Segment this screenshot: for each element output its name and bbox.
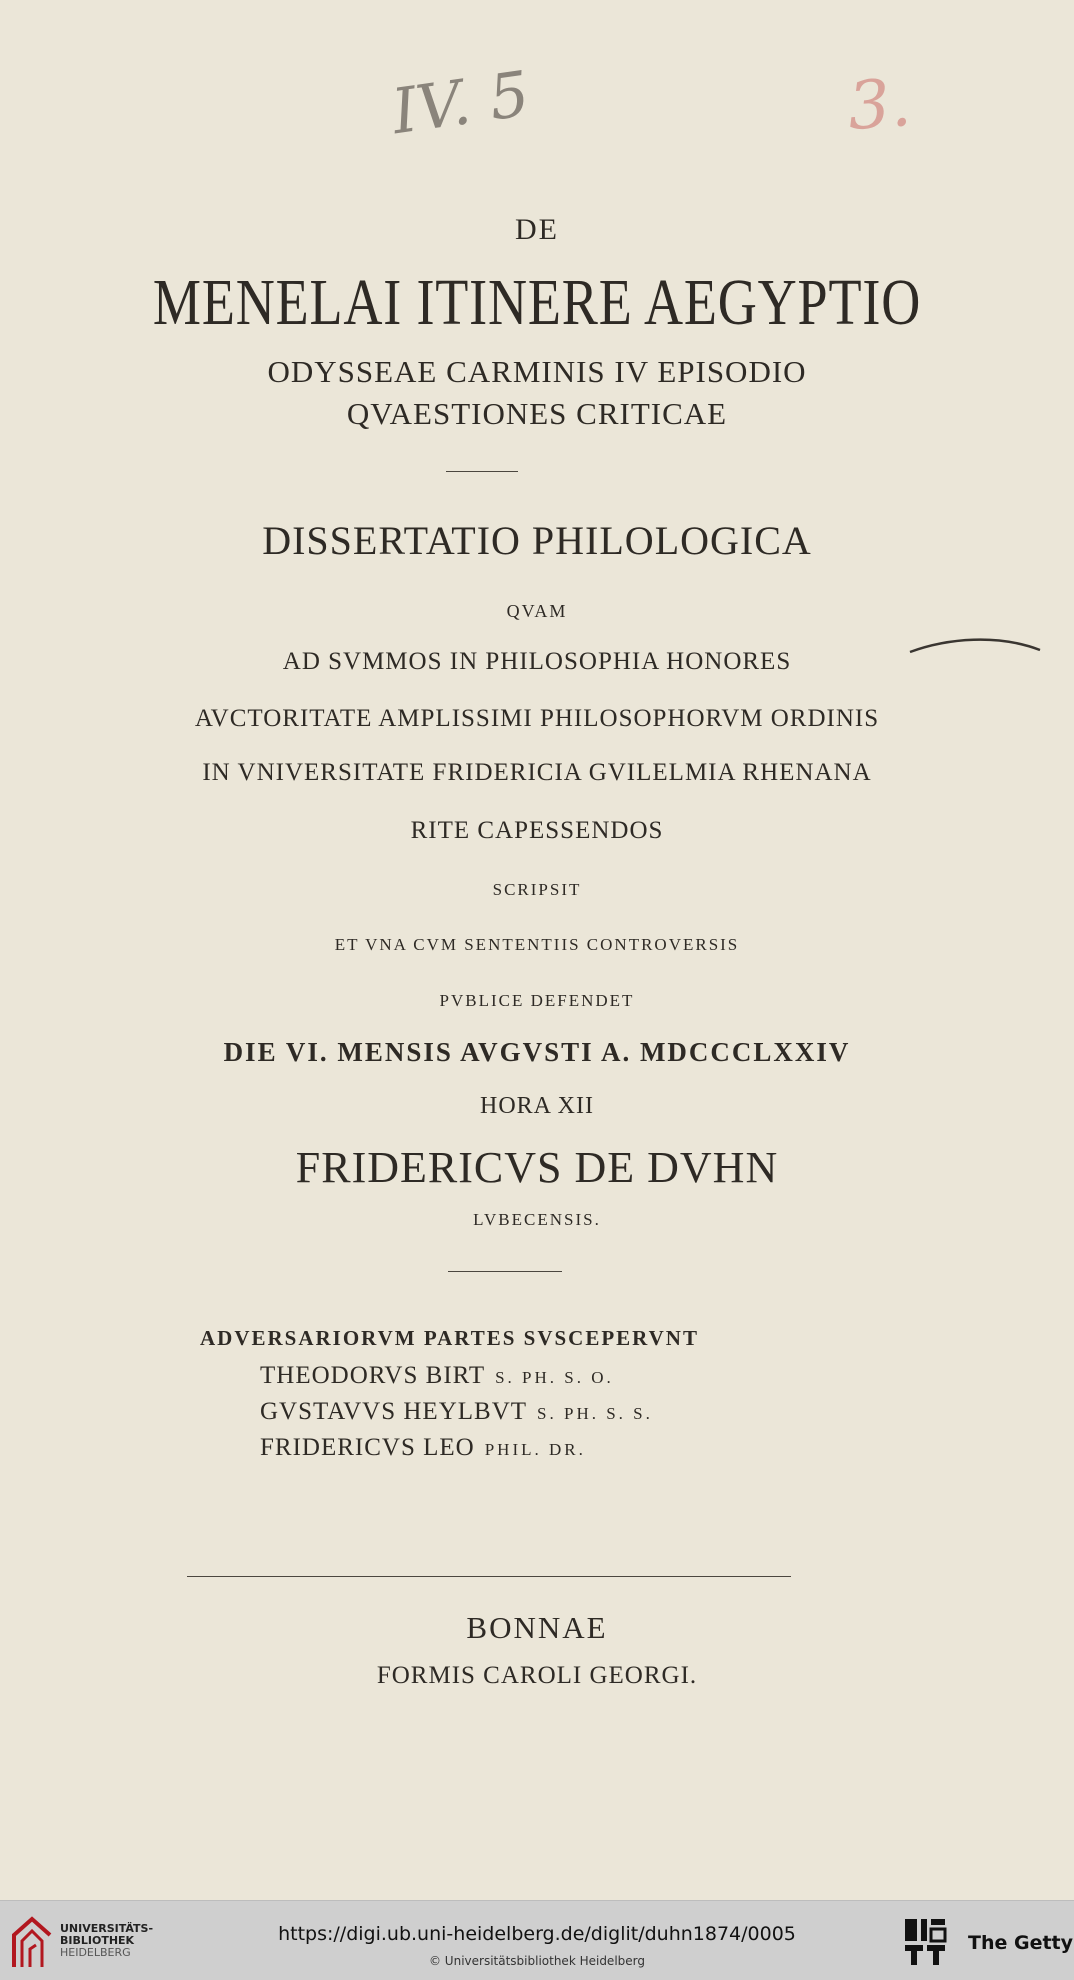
text-hora: HORA XII <box>480 1093 594 1119</box>
institution-line: BIBLIOTHEK <box>60 1934 135 1947</box>
text-et-vna: ET VNA CVM SENTENTIIS CONTROVERSIS <box>334 935 740 954</box>
viewer-footer <box>0 1900 1074 1980</box>
opponent-name: THEODORVS BIRT <box>260 1362 486 1389</box>
text-auctoritate: AVCTORITATE AMPLISSIMI PHILOSOPHORVM ORDINIS <box>194 705 880 732</box>
opponent-row <box>260 1363 614 1388</box>
author-origin: LVBECENSIS. <box>473 1210 601 1229</box>
main-title: MENELAI ITINERE AEGYPTIO <box>152 266 922 339</box>
title-de: DE <box>515 213 559 246</box>
imprint-printer: FORMIS CAROLI GEORGI. <box>376 1662 698 1689</box>
handwritten-shelfmark: IV. 5 <box>387 56 534 149</box>
adversarii-heading: ADVERSARIORVM PARTES SVSCEPERVNT <box>200 1326 699 1350</box>
opponent-degree: S. PH. S. S. <box>537 1404 653 1423</box>
text-date: DIE VI. MENSIS AVGVSTI A. MDCCCLXXIV <box>223 1037 851 1067</box>
divider-middle <box>448 1271 562 1272</box>
institution-line: HEIDELBERG <box>60 1946 131 1959</box>
text-publice: PVBLICE DEFENDET <box>439 991 635 1010</box>
getty-partner-label: The Getty <box>968 1932 1074 1954</box>
margin-pencil-mark <box>908 630 1044 654</box>
text-quam: QVAM <box>506 601 568 621</box>
permalink[interactable]: https://digi.ub.uni-heidelberg.de/diglit/duhn1874/0005 <box>278 1923 796 1945</box>
imprint-place: BONNAE <box>466 1610 608 1645</box>
divider-long <box>187 1576 791 1577</box>
author-name: FRIDERICVS DE DVHN <box>295 1143 779 1192</box>
text-rite: RITE CAPESSENDOS <box>410 817 664 844</box>
copyright-notice: © Universitätsbibliothek Heidelberg <box>428 1954 645 1968</box>
opponent-name: GVSTAVVS HEYLBVT <box>260 1398 528 1425</box>
getty-logo-icon <box>903 1917 959 1967</box>
handwritten-number: 3. <box>845 63 914 146</box>
text-scripsit: SCRIPSIT <box>492 880 582 899</box>
text-ad-summos: AD SVMMOS IN PHILOSOPHIA HONORES <box>282 648 792 675</box>
opponent-row <box>260 1435 586 1460</box>
institution-line: UNIVERSITÄTS- <box>60 1922 154 1935</box>
divider-short <box>446 471 518 472</box>
text-universitate: IN VNIVERSITATE FRIDERICIA GVILELMIA RHENANA <box>202 759 872 786</box>
opponent-degree: PHIL. DR. <box>484 1440 586 1459</box>
subtitle-line-1: ODYSSEAE CARMINIS IV EPISODIO <box>267 354 807 389</box>
subtitle-line-2: QVAESTIONES CRITICAE <box>346 396 728 431</box>
dissertation-heading: DISSERTATIO PHILOLOGICA <box>262 518 812 563</box>
opponent-name: FRIDERICVS LEO <box>260 1434 475 1461</box>
opponent-row <box>260 1399 653 1424</box>
opponent-degree: S. PH. S. O. <box>495 1368 614 1387</box>
